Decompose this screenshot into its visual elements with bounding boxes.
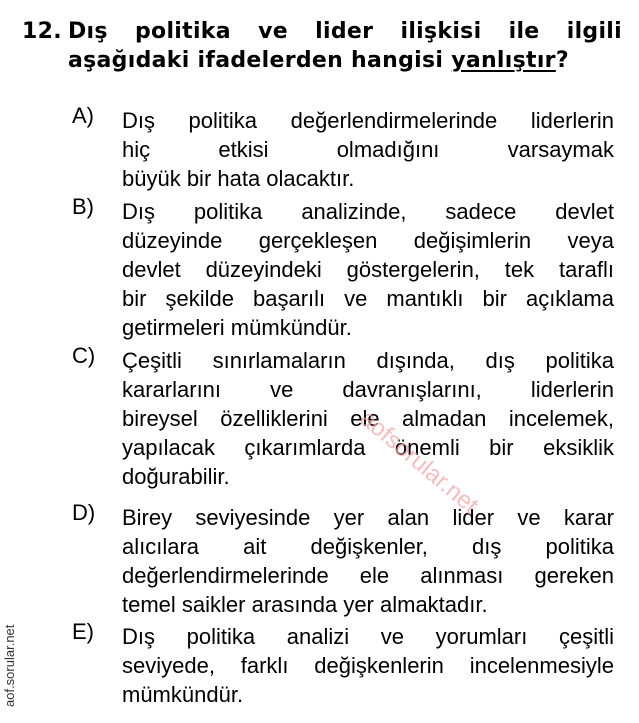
option-letter-b: B) — [72, 194, 94, 219]
option-b-line: getirmeleri mümkündür. — [122, 315, 352, 340]
option-d-line: Birey seviyesinde yer alan lider ve karar — [122, 505, 614, 530]
question-block — [22, 17, 622, 75]
option-c-line: bireysel özelliklerini ele almadan incelemek, — [122, 406, 614, 431]
option-c-line: yapılacak çıkarımlarda önemli bir eksiklik — [122, 435, 614, 460]
question-text-main: Dış politika ve lider ilişkisi ile ilgili aşağıdaki ifadelerden hangisi — [68, 19, 622, 73]
question-mark: ? — [555, 48, 569, 73]
option-letter-e: E) — [72, 619, 94, 644]
option-d-line: alıcılara ait değişkenler, dış politika — [122, 534, 614, 559]
option-b-line: Dış politika analizinde, sadece devlet — [122, 199, 614, 224]
option-e[interactable] — [72, 619, 614, 709]
option-b-line: bir şekilde başarılı ve mantıklı bir açıklama — [122, 286, 614, 311]
option-a-line: Dış politika değerlendirmelerinde liderlerin — [122, 108, 614, 133]
watermark: aofsorular.net — [354, 405, 484, 520]
option-letter-c: C) — [72, 343, 96, 368]
option-e-line: seviyede, farklı değişkenlerin incelenmesiyle — [122, 653, 614, 678]
option-c-line: Çeşitli sınırlamaların dışında, dış politika — [122, 348, 614, 373]
option-b-line: devlet düzeyindeki göstergelerin, tek taraflı — [122, 257, 614, 282]
option-a-line: hiç etkisi olmadığını varsaymak — [122, 137, 614, 162]
option-c[interactable] — [72, 343, 614, 491]
option-letter-a: A) — [72, 103, 94, 128]
side-url-label: aof.sorular.net — [2, 624, 17, 707]
option-a[interactable] — [72, 103, 614, 193]
option-letter-d: D) — [72, 500, 96, 525]
question-number: 12. — [22, 19, 62, 44]
option-e-line: mümkündür. — [122, 682, 244, 707]
option-e-line: Dış politika analizi ve yorumları çeşitli — [122, 624, 614, 649]
option-b-line: düzeyinde gerçekleşen değişimlerin veya — [122, 228, 614, 253]
option-d-line: değerlendirmelerinde ele alınması gereken — [122, 563, 614, 588]
option-d[interactable] — [72, 500, 614, 619]
question-text — [68, 17, 622, 75]
option-c-line: doğurabilir. — [122, 464, 230, 489]
option-c-line: kararlarını ve davranışlarını, liderlerin — [122, 377, 614, 402]
option-b[interactable] — [72, 194, 614, 342]
option-d-line: temel saikler arasında yer almaktadır. — [122, 592, 488, 617]
option-a-line: büyük bir hata olacaktır. — [122, 166, 355, 191]
question-emphasis: yanlıştır — [451, 48, 556, 73]
